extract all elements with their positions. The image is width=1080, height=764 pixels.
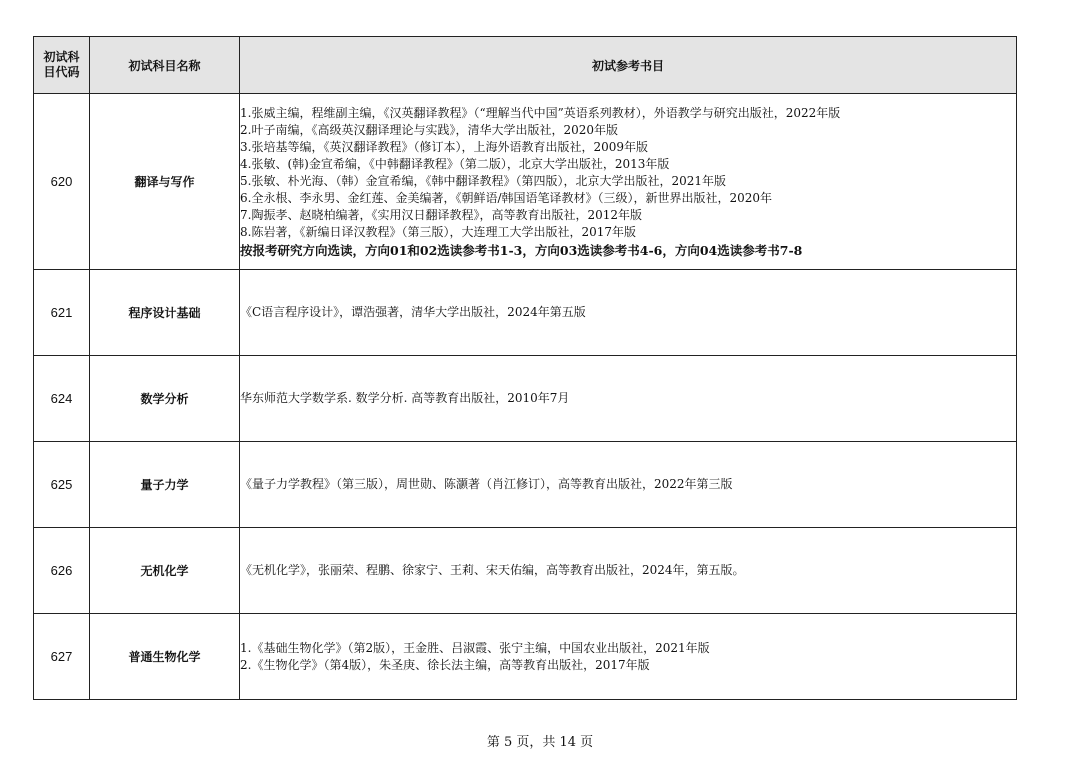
reference-books-cell: [240, 528, 1017, 614]
table-row: [34, 356, 1017, 442]
reference-books-cell: [240, 356, 1017, 442]
subject-name-cell: 翻译与写作: [90, 94, 240, 270]
subject-name-cell: 程序设计基础: [90, 270, 240, 356]
book-entry: 3.张培基等编，《英汉翻译教程》（修订本），上海外语教育出版社，2009年版: [240, 139, 648, 154]
reference-books-cell: [240, 270, 1017, 356]
table-row: [34, 94, 1017, 270]
table-row: [34, 528, 1017, 614]
subject-code-cell: 627: [34, 614, 90, 700]
header-subject-code: [34, 37, 90, 94]
reference-books-table: [33, 36, 1017, 700]
reference-books-cell: [240, 94, 1017, 270]
reference-books-cell: [240, 442, 1017, 528]
book-entry: 6.全永根、李永男、金红莲、金美编著，《朝鲜语/韩国语笔译教材》（三级），新世界出版社，2020年: [240, 190, 773, 205]
book-entry: 2.《生物化学》（第4版），朱圣庚、徐长法主编，高等教育出版社，2017年版: [240, 657, 650, 672]
book-entry: 7.陶振孝、赵晓柏编著，《实用汉日翻译教程》，高等教育出版社，2012年版: [240, 207, 642, 222]
table-header-row: [34, 37, 1017, 94]
book-entry: 华东师范大学数学系. 数学分析. 高等教育出版社，2010年7月: [240, 391, 570, 405]
subject-name-cell: 量子力学: [90, 442, 240, 528]
table-row: [34, 442, 1017, 528]
book-entry: 《无机化学》，张丽荣、程鹏、徐家宁、王莉、宋天佑编，高等教育出版社，2024年，第五版。: [240, 563, 745, 577]
header-subject-code-label: 初试科 目代码: [43, 50, 80, 79]
subject-code-cell: 625: [34, 442, 90, 528]
subject-name-cell: 无机化学: [90, 528, 240, 614]
book-entry: 5.张敏、朴光海、（韩）金宣希编，《韩中翻译教程》（第四版），北京大学出版社，2021年版: [240, 173, 726, 188]
book-entry: 8.陈岩著，《新编日译汉教程》（第三版），大连理工大学出版社，2017年版: [240, 224, 636, 239]
table-row: [34, 614, 1017, 700]
subject-code-cell: 621: [34, 270, 90, 356]
subject-name-cell: 普通生物化学: [90, 614, 240, 700]
book-entry: 《C语言程序设计》，谭浩强著，清华大学出版社，2024年第五版: [240, 305, 586, 319]
selection-note: 按报考研究方向选读，方向01和02选读参考书1-3，方向03选读参考书4-6，方向04选读参考书7-8: [240, 242, 803, 258]
book-entry: 《量子力学教程》（第三版），周世勋、陈灏著（肖江修订），高等教育出版社，2022年第三版: [240, 477, 733, 491]
book-entry: 1.张威主编，程维副主编，《汉英翻译教程》（“理解当代中国”英语系列教材），外语教学与研究出版社，2022年版: [240, 105, 841, 120]
table-row: [34, 270, 1017, 356]
book-entry: 2.叶子南编，《高级英汉翻译理论与实践》，清华大学出版社，2020年版: [240, 122, 618, 137]
page-footer: 第 5 页，共 14 页: [486, 735, 594, 750]
subject-code-cell: 626: [34, 528, 90, 614]
book-entry: 1.《基础生物化学》（第2版），王金胜、吕淑霞、张宁主编，中国农业出版社，2021年版: [240, 640, 710, 655]
subject-name-cell: 数学分析: [90, 356, 240, 442]
subject-code-cell: 620: [34, 94, 90, 270]
header-reference-books: 初试参考书目: [240, 37, 1017, 94]
subject-code-cell: 624: [34, 356, 90, 442]
header-subject-name: 初试科目名称: [90, 37, 240, 94]
reference-books-cell: [240, 614, 1017, 700]
book-entry: 4.张敏、(韩)金宣希编，《中韩翻译教程》（第二版），北京大学出版社，2013年版: [240, 156, 670, 171]
